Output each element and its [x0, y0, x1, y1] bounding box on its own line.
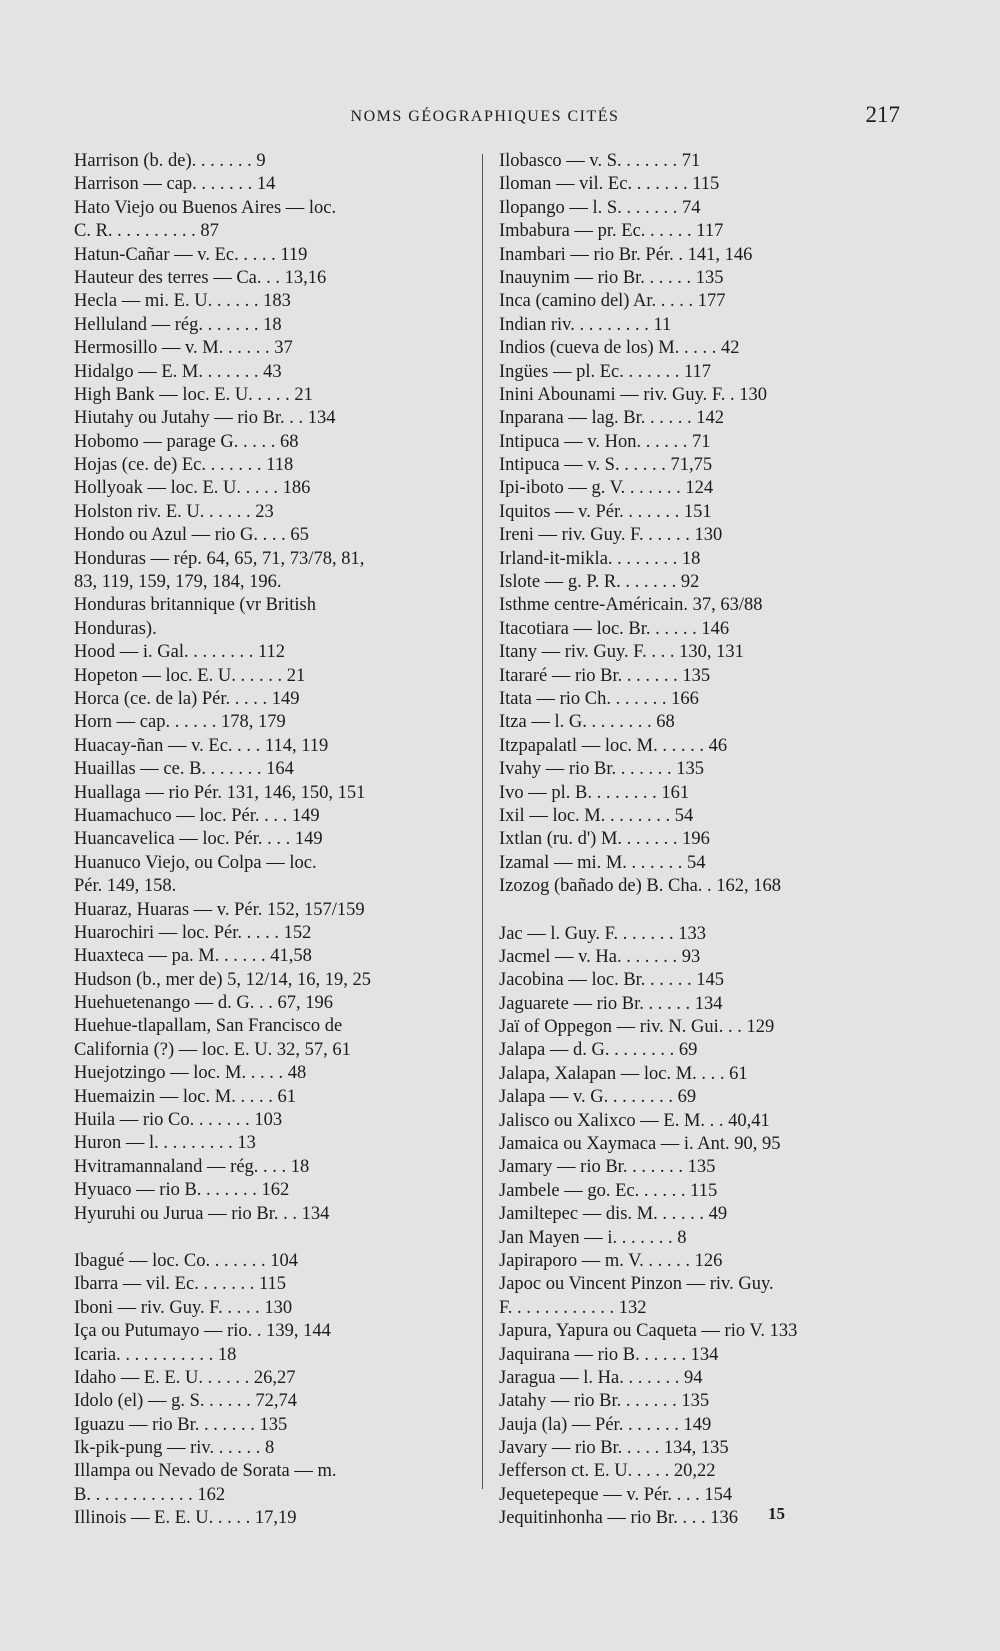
- index-entry: Huila — rio Co. . . . . . . 103: [74, 1110, 283, 1131]
- index-entry: Jac — l. Guy. F. . . . . . . 133: [499, 923, 706, 944]
- index-entry: Hermosillo — v. M. . . . . . 37: [74, 338, 293, 359]
- index-entry: Pér. 149, 158.: [74, 876, 177, 897]
- index-entry: Jambele — go. Ec. . . . . . 115: [499, 1180, 718, 1201]
- index-entry: Huaxteca — pa. M. . . . . . 41,58: [74, 946, 312, 967]
- index-entry: Ilopango — l. S. . . . . . . 74: [499, 197, 701, 218]
- index-entry: Jefferson ct. E. U. . . . . 20,22: [499, 1461, 716, 1482]
- index-entry: Jacobina — loc. Br. . . . . . 145: [499, 970, 725, 991]
- index-entry: Hvitramannaland — rég. . . . 18: [74, 1156, 310, 1177]
- index-entry: Huehuetenango — d. G. . . 67, 196: [74, 993, 333, 1014]
- index-entry: Izozog (bañado de) B. Cha. . 162, 168: [499, 876, 782, 897]
- index-entry: Hiutahy ou Jutahy — rio Br. . . 134: [74, 408, 336, 429]
- index-entry: Holston riv. E. U. . . . . . 23: [74, 501, 274, 522]
- index-entry: Honduras).: [74, 618, 157, 639]
- index-entry: Hyuaco — rio B. . . . . . . 162: [74, 1180, 290, 1201]
- index-entry: Islote — g. P. R. . . . . . . 92: [499, 572, 700, 593]
- index-entry: Jacmel — v. Ha. . . . . . . 93: [499, 946, 701, 967]
- index-entry: Huemaizin — loc. M. . . . . 61: [74, 1086, 296, 1107]
- index-entry: Jamiltepec — dis. M. . . . . . 49: [499, 1204, 728, 1225]
- index-entry: Jaguarete — rio Br. . . . . . 134: [499, 993, 723, 1014]
- index-entry: Ixil — loc. M. . . . . . . . 54: [499, 805, 694, 826]
- index-entry: Irland-it-mikla. . . . . . . . 18: [499, 548, 701, 569]
- index-entry: Harrison — cap. . . . . . . 14: [74, 174, 276, 195]
- index-entry: C. R. . . . . . . . . . 87: [74, 221, 219, 242]
- index-entry: Japura, Yapura ou Caqueta — rio V. 133: [499, 1321, 798, 1342]
- index-entry: Iça ou Putumayo — rio. . 139, 144: [74, 1321, 331, 1342]
- index-entry: Huaillas — ce. B. . . . . . . 164: [74, 759, 294, 780]
- index-entry: Iloman — vil. Ec. . . . . . . 115: [499, 174, 720, 195]
- running-title: NOMS GÉOGRAPHIQUES CITÉS: [350, 108, 620, 125]
- index-entry: Hobomo — parage G. . . . . 68: [74, 431, 299, 452]
- index-entry: Honduras britannique (vr British: [74, 595, 316, 616]
- index-entry: Itza — l. G. . . . . . . . 68: [499, 712, 675, 733]
- index-entry: Hood — i. Gal. . . . . . . . 112: [74, 642, 286, 663]
- page-header: [70, 92, 900, 132]
- index-entry: Imbabura — pr. Ec. . . . . . 117: [499, 221, 724, 242]
- index-entry: Indian riv. . . . . . . . . 11: [499, 314, 672, 335]
- index-entry: Hopeton — loc. E. U. . . . . . 21: [74, 665, 306, 686]
- index-entry: Hollyoak — loc. E. U. . . . . 186: [74, 478, 311, 499]
- index-entry: Ibarra — vil. Ec. . . . . . . 115: [74, 1274, 287, 1295]
- index-entry: Indios (cueva de los) M. . . . . 42: [499, 338, 740, 359]
- index-entry: Hudson (b., mer de) 5, 12/14, 16, 19, 25: [74, 969, 371, 990]
- index-entry: [499, 899, 894, 923]
- index-entry: B. . . . . . . . . . . . 162: [74, 1484, 226, 1505]
- index-entry: F. . . . . . . . . . . . 132: [499, 1297, 647, 1318]
- index-entry: Helluland — rég. . . . . . . 18: [74, 314, 282, 335]
- index-entry: Hojas (ce. de) Ec. . . . . . . 118: [74, 455, 294, 476]
- index-entry: Japiraporo — m. V. . . . . . 126: [499, 1250, 723, 1271]
- index-entry: Ipi-iboto — g. V. . . . . . . 124: [499, 478, 714, 499]
- index-entry: [74, 1226, 469, 1250]
- index-entry: Iquitos — v. Pér. . . . . . . 151: [499, 501, 712, 522]
- index-entry: Ixtlan (ru. d') M. . . . . . . 196: [499, 829, 710, 850]
- index-entry: Jamary — rio Br. . . . . . . 135: [499, 1157, 716, 1178]
- index-entry: Huaraz, Huaras — v. Pér. 152, 157/159: [74, 899, 365, 920]
- index-entry: Intipuca — v. S. . . . . . 71,75: [499, 455, 713, 476]
- index-entry: Harrison (b. de). . . . . . . 9: [74, 151, 266, 171]
- index-entry: Hauteur des terres — Ca. . . 13,16: [74, 267, 327, 288]
- index-entry: Inparana — lag. Br. . . . . . 142: [499, 408, 725, 429]
- index-entry: Hatun-Cañar — v. Ec. . . . . 119: [74, 244, 308, 265]
- index-entry: Inauynim — rio Br. . . . . . 135: [499, 267, 724, 288]
- index-entry: Jequetepeque — v. Pér. . . . 154: [499, 1484, 733, 1505]
- index-entry: Inca (camino del) Ar. . . . . 177: [499, 291, 726, 312]
- index-entry: Idaho — E. E. U. . . . . . 26,27: [74, 1367, 296, 1388]
- index-entry: Inambari — rio Br. Pér. . 141, 146: [499, 244, 753, 265]
- column-divider: [482, 154, 483, 1489]
- index-entry: Jequitinhonha — rio Br. . . . 136: [499, 1508, 738, 1529]
- index-entry: Isthme centre-Américain. 37, 63/88: [499, 595, 763, 616]
- index-entry: Illinois — E. E. U. . . . . 17,19: [74, 1508, 297, 1529]
- index-entry: Huarochiri — loc. Pér. . . . . 152: [74, 922, 312, 943]
- index-entry: Jalapa — v. G. . . . . . . . 69: [499, 1087, 697, 1108]
- index-entry: Ivo — pl. B. . . . . . . . 161: [499, 782, 690, 803]
- index-entry: Ilobasco — v. S. . . . . . . 71: [499, 151, 701, 171]
- page-number: 217: [865, 102, 900, 127]
- index-entry: Japoc ou Vincent Pinzon — riv. Guy.: [499, 1274, 774, 1295]
- index-entry: 83, 119, 159, 179, 184, 196.: [74, 572, 282, 593]
- index-entry: Inini Abounami — riv. Guy. F. . 130: [499, 384, 767, 405]
- index-entry: Huamachuco — loc. Pér. . . . 149: [74, 805, 320, 826]
- index-entry: Jalisco ou Xalixco — E. M. . . 40,41: [499, 1110, 770, 1131]
- index-entry: Itararé — rio Br. . . . . . . 135: [499, 665, 711, 686]
- index-entry: Jaquirana — rio B. . . . . . 134: [499, 1344, 719, 1365]
- index-entry: Jaï of Oppegon — riv. N. Gui. . . 129: [499, 1017, 775, 1038]
- index-entry: High Bank — loc. E. U. . . . . 21: [74, 384, 313, 405]
- index-entry: Itzpapalatl — loc. M. . . . . . 46: [499, 735, 728, 756]
- index-entry: Jalapa, Xalapan — loc. M. . . . 61: [499, 1063, 748, 1084]
- index-entry: Hidalgo — E. M. . . . . . . 43: [74, 361, 282, 382]
- index-entry: Jatahy — rio Br. . . . . . . 135: [499, 1391, 710, 1412]
- index-entry: Hecla — mi. E. U. . . . . . 183: [74, 291, 291, 312]
- index-entry: Ibagué — loc. Co. . . . . . . 104: [74, 1250, 299, 1271]
- index-entry: Itata — rio Ch. . . . . . . 166: [499, 688, 699, 709]
- index-entry: Intipuca — v. Hon. . . . . . 71: [499, 431, 711, 452]
- index-entry: Ik-pik-pung — riv. . . . . . 8: [74, 1438, 275, 1459]
- index-entry: Idolo (el) — g. S. . . . . . 72,74: [74, 1391, 298, 1412]
- signature-number: 15: [768, 1504, 785, 1523]
- index-entry: Ingües — pl. Ec. . . . . . . 117: [499, 361, 712, 382]
- index-entry: Jamaica ou Xaymaca — i. Ant. 90, 95: [499, 1134, 781, 1155]
- index-entry: Icaria. . . . . . . . . . . 18: [74, 1344, 237, 1365]
- index-entry: Horn — cap. . . . . . 178, 179: [74, 712, 286, 733]
- index-entry: Illampa ou Nevado de Sorata — m.: [74, 1461, 337, 1482]
- index-entry: Jalapa — d. G. . . . . . . . 69: [499, 1040, 698, 1061]
- index-entry: Huanuco Viejo, ou Colpa — loc.: [74, 852, 317, 873]
- index-entry: Huacay-ñan — v. Ec. . . . 114, 119: [74, 735, 329, 756]
- left-column: [74, 150, 469, 1529]
- index-entry: Huallaga — rio Pér. 131, 146, 150, 151: [74, 782, 366, 803]
- index-entry: Itany — riv. Guy. F. . . . 130, 131: [499, 642, 744, 663]
- index-entry: Hato Viejo ou Buenos Aires — loc.: [74, 197, 337, 218]
- index-entry: Huehue-tlapallam, San Francisco de: [74, 1016, 343, 1037]
- index-entry: Honduras — rép. 64, 65, 71, 73/78, 81,: [74, 548, 365, 569]
- index-entry: Jan Mayen — i. . . . . . . 8: [499, 1227, 687, 1248]
- index-entry: Huron — l. . . . . . . . . 13: [74, 1133, 256, 1154]
- index-entry: Itacotiara — loc. Br. . . . . . 146: [499, 618, 730, 639]
- index-entry: Jauja (la) — Pér. . . . . . . 149: [499, 1414, 712, 1435]
- index-entry: Iboni — riv. Guy. F. . . . . 130: [74, 1297, 293, 1318]
- index-entry: Ivahy — rio Br. . . . . . . 135: [499, 759, 705, 780]
- index-entry: Hondo ou Azul — rio G. . . . 65: [74, 525, 309, 546]
- index-entry: Horca (ce. de la) Pér. . . . . 149: [74, 688, 300, 709]
- index-entry: Huancavelica — loc. Pér. . . . 149: [74, 829, 323, 850]
- right-column: [499, 150, 894, 1529]
- index-entry: Huejotzingo — loc. M. . . . . 48: [74, 1063, 307, 1084]
- index-entry: Hyuruhi ou Jurua — rio Br. . . 134: [74, 1203, 330, 1224]
- index-entry: Ireni — riv. Guy. F. . . . . . 130: [499, 525, 723, 546]
- index-entry: Javary — rio Br. . . . . 134, 135: [499, 1438, 729, 1459]
- index-entry: Jaragua — l. Ha. . . . . . . 94: [499, 1367, 703, 1388]
- index-entry: California (?) — loc. E. U. 32, 57, 61: [74, 1039, 351, 1060]
- index-entry: Izamal — mi. M. . . . . . . 54: [499, 852, 706, 873]
- index-columns: [74, 150, 900, 1529]
- index-entry: Iguazu — rio Br. . . . . . . 135: [74, 1414, 288, 1435]
